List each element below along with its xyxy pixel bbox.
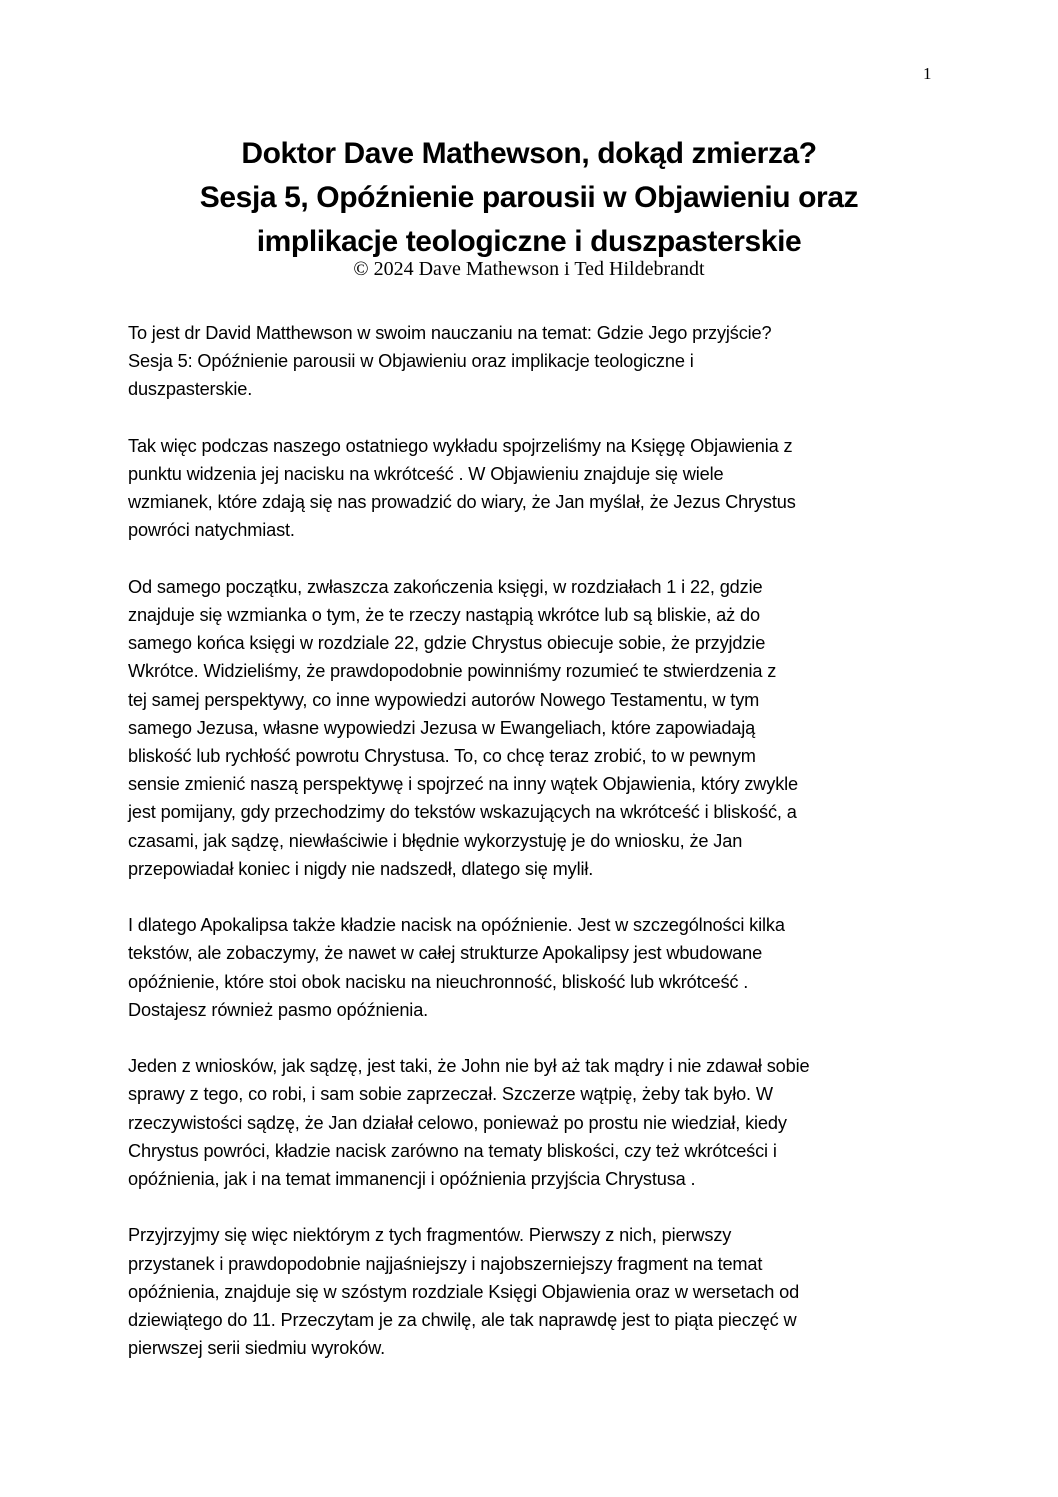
- text-line: przepowiadał koniec i nigdy nie nadszedł, dlatego się mylił.: [128, 858, 594, 879]
- document-body: [128, 319, 928, 1391]
- text-line: dziewiątego do 11. Przeczytam je za chwilę, ale tak naprawdę jest to piąta pieczęć w: [128, 1310, 797, 1331]
- text-line: Dostajesz również pasmo opóźnienia.: [128, 999, 429, 1020]
- text-line: To jest dr David Matthewson w swoim nauczaniu na temat: Gdzie Jego przyjście?: [128, 323, 772, 343]
- text-line: rzeczywistości sądzę, że Jan działał celowo, ponieważ po prostu nie wiedział, kiedy: [128, 1112, 787, 1133]
- text-line: powróci natychmiast.: [128, 520, 295, 541]
- copyright-notice: © 2024 Dave Mathewson i Ted Hildebrandt: [353, 258, 705, 280]
- document-title-line-1: Doktor Dave Mathewson, dokąd zmierza?: [241, 137, 817, 170]
- page-number: 1: [923, 64, 932, 83]
- document-title-line-3: implikacje teologiczne i duszpasterskie: [256, 225, 802, 258]
- text-line: Tak więc podczas naszego ostatniego wykładu spojrzeliśmy na Księgę Objawienia z: [128, 435, 793, 456]
- paragraph-3: [128, 573, 928, 883]
- text-line: duszpasterskie.: [128, 379, 253, 400]
- text-line: przystanek i prawdopodobnie najjaśniejszy i najobszerniejszy fragment na temat: [128, 1253, 763, 1274]
- text-line: jest pomijany, gdy przechodzimy do tekstów wskazujących na wkrótceść i bliskość, a: [128, 802, 797, 823]
- text-line: Wkrótce. Widzieliśmy, że prawdopodobnie powinniśmy rozumieć te stwierdzenia z: [128, 661, 777, 682]
- document-title-line-2: Sesja 5, Opóźnienie parousii w Objawieniu oraz: [199, 181, 859, 214]
- text-line: punktu widzenia jej nacisku na wkrótceść . W Objawieniu znajduje się wiele: [128, 464, 724, 484]
- document-header: [100, 132, 958, 280]
- text-line: czasami, jak sądzę, niewłaściwie i błędnie wykorzystuję je do wniosku, że Jan: [128, 830, 743, 851]
- text-line: Przyjrzyjmy się więc niektórym z tych fragmentów. Pierwszy z nich, pierwszy: [128, 1225, 732, 1246]
- text-line: wzmianek, które zdają się nas prowadzić do wiary, że Jan myślał, że Jezus Chrystus: [128, 492, 796, 513]
- text-line: samego Jezusa, własne wypowiedzi Jezusa w Ewangeliach, które zapowiadają: [128, 717, 756, 738]
- text-line: Od samego początku, zwłaszcza zakończenia księgi, w rozdziałach 1 i 22, gdzie: [128, 576, 763, 597]
- text-line: tej samej perspektywy, co inne wypowiedzi autorów Nowego Testamentu, w tym: [128, 689, 760, 710]
- text-line: znajduje się wzmianka o tym, że te rzeczy nastąpią wkrótce lub są bliskie, aż do: [128, 605, 760, 625]
- text-line: samego końca księgi w rozdziale 22, gdzie Chrystus obiecuje sobie, że przyjdzie: [128, 633, 766, 654]
- paragraph-1: [128, 319, 928, 404]
- paragraph-6: [128, 1221, 928, 1362]
- paragraph-2: [128, 432, 928, 545]
- text-line: sprawy z tego, co robi, i sam sobie zaprzeczał. Szczerze wątpię, żeby tak było. W: [128, 1084, 773, 1105]
- text-line: Chrystus powróci, kładzie nacisk zarówno na tematy bliskości, czy też wkrótceści i: [128, 1140, 777, 1161]
- text-line: opóźnienia, znajduje się w szóstym rozdziale Księgi Objawienia oraz w wersetach od: [128, 1281, 800, 1302]
- paragraph-5: [128, 1052, 928, 1193]
- text-line: pierwszej serii siedmiu wyroków.: [128, 1338, 385, 1359]
- text-line: opóźnienia, jak i na temat immanencji i opóźnienia przyjścia Chrystusa .: [128, 1169, 696, 1190]
- text-line: tekstów, ale zobaczymy, że nawet w całej strukturze Apokalipsy jest wbudowane: [128, 943, 763, 964]
- text-line: opóźnienie, które stoi obok nacisku na nieuchronność, bliskość lub wkrótceść .: [128, 971, 749, 992]
- text-line: sensie zmienić naszą perspektywę i spojrzeć na inny wątek Objawienia, który zwykle: [128, 774, 799, 795]
- text-line: I dlatego Apokalipsa także kładzie nacisk na opóźnienie. Jest w szczególności kilka: [128, 915, 785, 936]
- text-line: Jeden z wniosków, jak sądzę, jest taki, że John nie był aż tak mądry i nie zdawał sobie: [128, 1056, 810, 1077]
- text-line: bliskość lub rychłość powrotu Chrystusa. To, co chcę teraz zrobić, to w pewnym: [128, 746, 756, 767]
- paragraph-4: [128, 911, 928, 1024]
- text-line: Sesja 5: Opóźnienie parousii w Objawieniu oraz implikacje teologiczne i: [128, 351, 694, 372]
